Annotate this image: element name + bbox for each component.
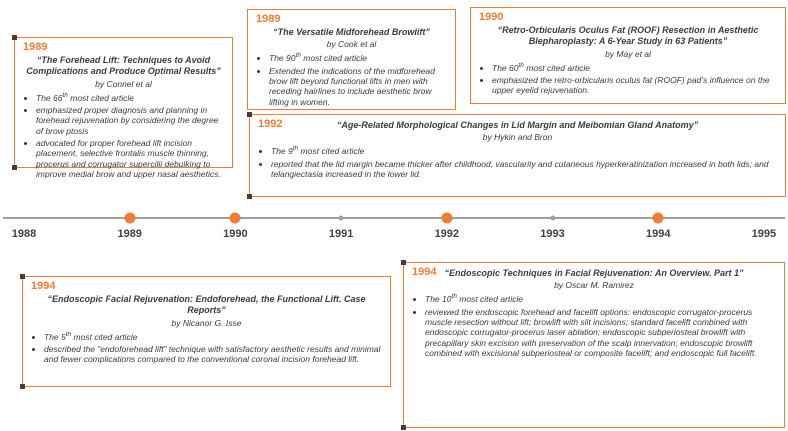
selection-handle [12,35,17,40]
event-box-1994-endoforehead[interactable] [22,276,391,387]
bullet-item: • Extended the indications of the midforehead brow lift beyond functional lifts in men with receding hairlines to include aesthetic brow lifting in women. [269,66,447,107]
timeline-year-label: 1993 [540,228,565,240]
bullet-item: • emphasized the retro-orbicularis oculus fat (ROOF) pad’s influence on the upper eyelid rejuvenation. [492,75,777,96]
bullet-list [479,63,777,96]
event-year: 1992 [258,118,283,130]
event-box-1989-forehead-lift[interactable] [14,37,233,180]
bullet-item: • described the “endoforehead lift” technique with satisfactory aesthetic results and minimal and fewer complications compared to the conventional coronal incision forehead lift. [44,344,382,365]
bullet-item: • advocated for proper forehead lift incision placement, selective frontalis muscle thinning, procerus and corrugator supercilii debulking to improve medial brow and upper nasal aesthetics. [36,138,224,179]
timeline-year-label: 1995 [751,228,777,240]
bullet-item: • reported that the lid margin became thicker after childhood, vascularity and cutaneous hyperkeratinization increased in both lids; and telangiectasia increased in the lower lid. [271,159,777,180]
selection-handle [401,425,406,430]
article-title: “Retro-Orbicularis Oculus Fat (ROOF) Resection in Aesthetic Blepharoplasty: A 6-Year Study in 63 Patients” [497,25,759,47]
bullet-item: • The 9th most cited article [271,146,777,156]
timeline-event-dot[interactable] [653,213,664,224]
timeline-year-1988 [2,206,46,248]
timeline [0,206,788,248]
timeline-year-label: 1992 [434,228,460,240]
timeline-year-label: 1988 [11,228,37,240]
timeline-year-1994 [636,206,680,248]
event-year: 1989 [23,41,48,53]
bullet-list [412,294,776,358]
article-authors: by Cook et al [326,39,377,50]
timeline-event-dot[interactable] [230,213,241,224]
event-year: 1994 [412,266,437,278]
timeline-minor-dot [339,216,344,221]
bullet-list [23,93,224,180]
timeline-year-1991 [319,206,363,248]
bullet-item: • The 66th most cited article [36,93,224,103]
event-box-1989-midforehead-browlift[interactable] [247,9,456,110]
event-box-1994-endoscopic-techniques[interactable] [403,262,785,428]
timeline-year-label: 1990 [223,228,248,240]
selection-handle [20,274,25,279]
bullet-list [31,332,382,365]
event-year: 1994 [31,280,56,292]
timeline-event-dot[interactable] [441,213,452,224]
timeline-year-label: 1989 [117,228,142,240]
selection-handle [401,260,406,265]
bullet-item: • The 10th most cited article [425,294,776,304]
timeline-year-1993 [531,206,575,248]
article-title: “Age-Related Morphological Changes in Lid Margin and Meibomian Gland Anatomy” [336,120,699,130]
timeline-years [0,206,788,248]
article-authors: by May et al [605,48,651,59]
bullet-list [256,53,447,107]
timeline-year-1995 [742,206,786,248]
selection-handle [247,112,252,117]
event-box-1990-roof-resection[interactable] [470,7,786,104]
event-year: 1990 [479,11,504,23]
timeline-year-1990 [213,206,257,248]
bullet-list [258,146,777,179]
selection-handle [12,165,17,170]
bullet-item: • reviewed the endoscopic forehead and facelift options: endoscopic corrugator-procerus muscle resection without lift; browlift with slit incisions; standard facelift combined with endoscopic corrugator-procerus laser ablation; endoscopic subperiosteal browlift with precapillary skin excision with preservation of the scalp innervation; endoscopic browlift combined with excisional subperiosteal or composite facelift; and endoscopic full facelift. [425,307,776,359]
event-year: 1989 [256,13,281,25]
article-title: “Endoscopic Techniques in Facial Rejuvenation: An Overview. Part 1” [444,268,744,278]
bullet-item: • The 90th most cited article [269,53,447,63]
timeline-year-label: 1994 [645,228,671,240]
selection-handle [20,384,25,389]
timeline-minor-dot [550,216,555,221]
event-box-1992-lid-margin[interactable] [249,114,786,197]
timeline-year-1989 [108,206,152,248]
article-title: “The Versatile Midforehead Browlift” [273,27,430,37]
article-authors: by Nicanor G. Isse [171,317,242,328]
article-authors: by Connel et al [95,78,152,89]
timeline-event-dot[interactable] [124,213,135,224]
timeline-year-label: 1991 [328,228,354,240]
bullet-item: • The 5th most cited article [44,332,382,342]
article-authors: by Oscar M. Ramirez [554,280,634,291]
timeline-year-1992 [425,206,469,248]
bullet-item: • The 60th most cited article [492,63,777,73]
article-title: “The Forehead Lift: Techniques to Avoid Complications and Produce Optimal Results” [26,55,221,77]
article-authors: by Hykin and Bron [482,132,553,143]
selection-handle [247,194,252,199]
article-title: “Endoscopic Facial Rejuvenation: Endoforehead, the Functional Lift. Case Reports” [47,294,366,316]
bullet-item: • emphasized proper diagnosis and planning in forehead rejuvenation by considering the degree of brow ptosis [36,105,224,136]
